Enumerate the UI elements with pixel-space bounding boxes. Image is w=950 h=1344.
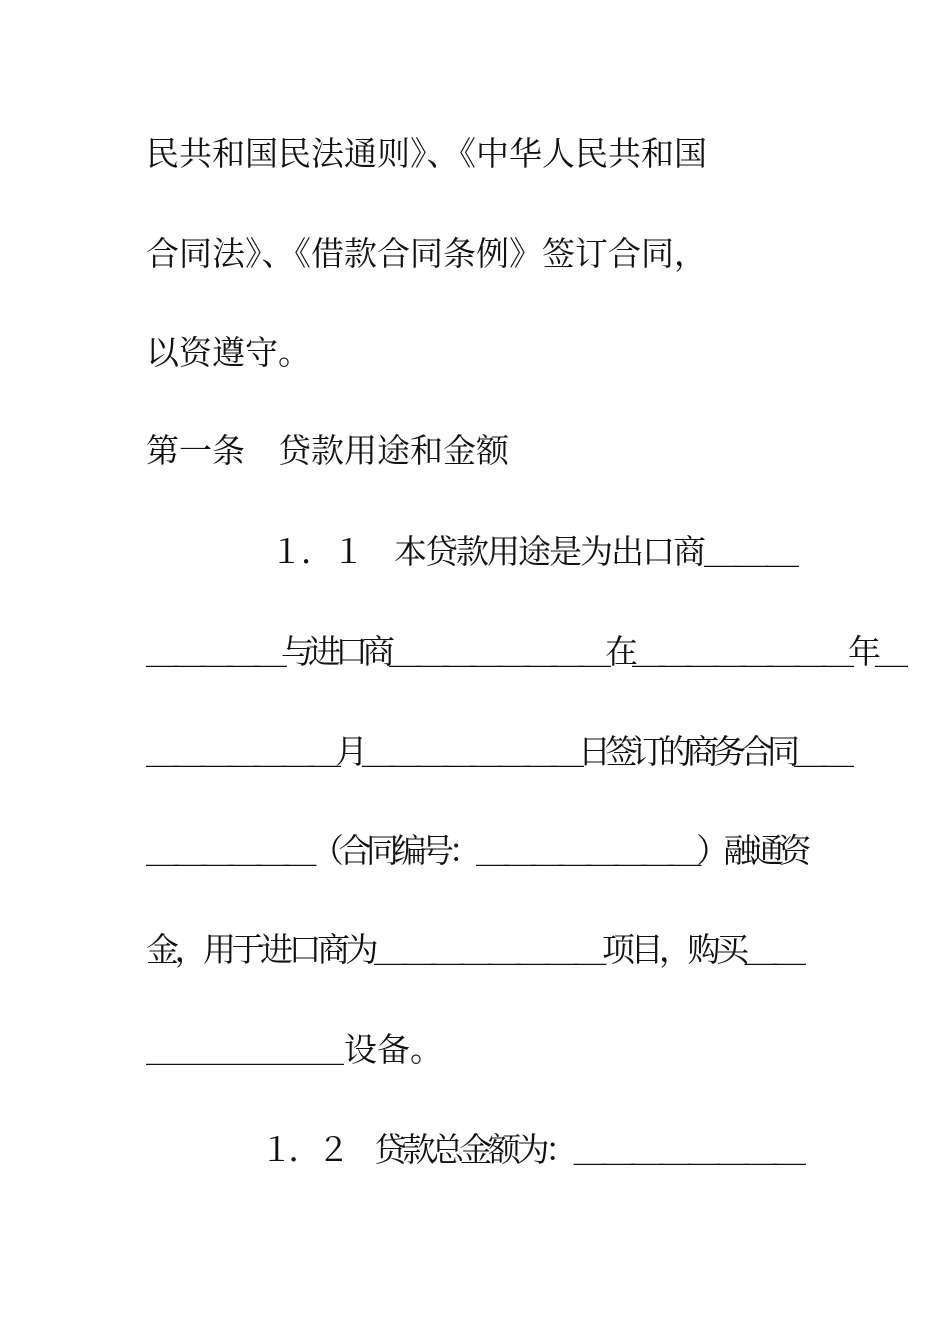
clause-1-1-line-5: 金，用于进口商为＿＿＿＿＿＿＿＿项目，购买＿＿ — [146, 930, 802, 969]
clause-1-1-line-2: ＿＿＿＿＿与进口商＿＿＿＿＿＿＿＿在＿＿＿＿＿＿＿＿年＿ — [146, 632, 902, 671]
clause-1-1-line-3: ＿＿＿＿＿＿＿月＿＿＿＿＿＿＿＿日签订的商务合同＿＿ — [146, 732, 848, 771]
article-heading: 第一条 贷款用途和金额 — [146, 431, 509, 470]
text-line-3: 以资遵守。 — [146, 333, 311, 372]
text-line-2: 合同法》、《借款合同条例》签订合同， — [146, 234, 707, 273]
clause-1-1-line-6: ＿＿＿＿＿＿设备。 — [146, 1030, 443, 1069]
clause-1-2-line-1: １．２ 贷款总金额为：＿＿＿＿＿＿＿＿ — [146, 1130, 802, 1169]
clause-1-1-line-1: １．１ 本贷款用途是为出口商＿＿＿ — [146, 532, 797, 571]
text-line-1: 民共和国民法通则》、《中华人民共和国 — [146, 134, 707, 173]
clause-1-1-line-4: ＿＿＿＿＿＿（合同编号：＿＿＿＿＿＿＿＿）融通资 — [146, 831, 806, 870]
